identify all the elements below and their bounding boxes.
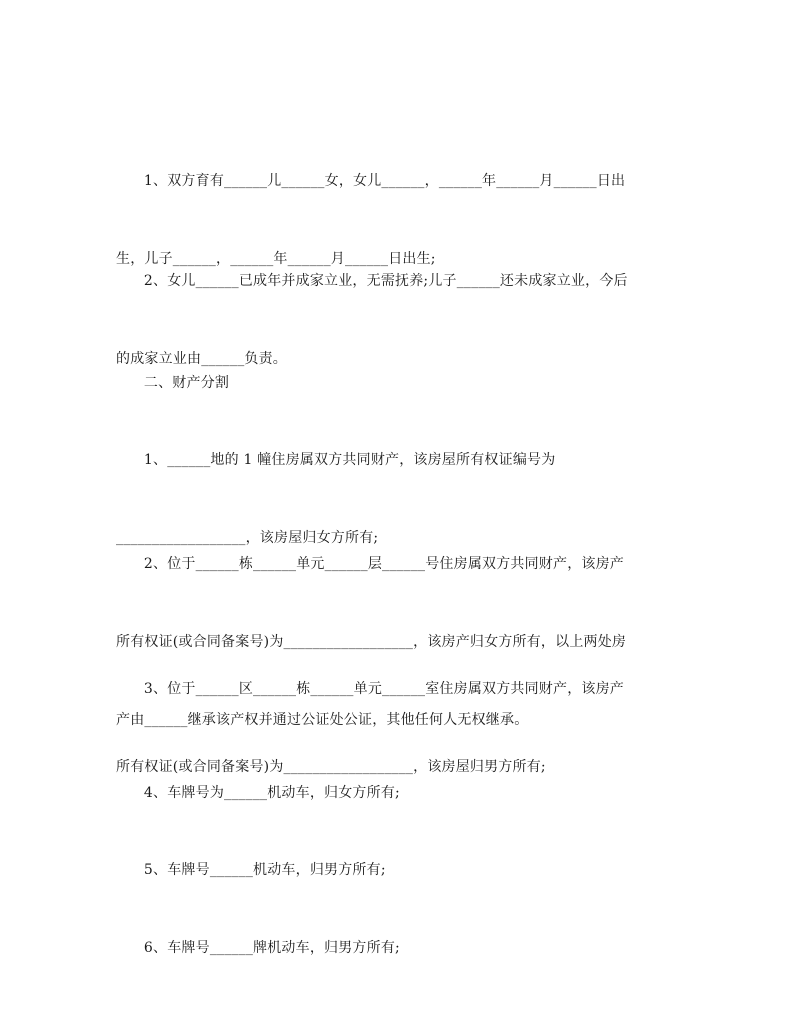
text-line: 所有权证(或合同备案号)为__________________，该房产归女方所有，以上两处房 bbox=[116, 634, 627, 650]
text-line: 1、双方育有______儿______女，女儿______，______年______月______日出 bbox=[116, 173, 626, 189]
text-line: 4、车牌号为______机动车，归女方所有; bbox=[116, 785, 400, 801]
text-line: 6、车牌号______牌机动车，归男方所有; bbox=[116, 940, 400, 956]
text-line: 所有权证(或合同备案号)为__________________，该房屋归男方所有; bbox=[116, 759, 546, 775]
text-line: __________________，该房屋归女方所有; bbox=[116, 530, 379, 546]
text-line: 2、位于______栋______单元______层______号住房属双方共同财产，该房产 bbox=[116, 556, 625, 572]
text-line: 产由______继承该产权并通过公证处公证，其他任何人无权继承。 bbox=[116, 712, 529, 728]
text-line: 2、女儿______已成年并成家立业，无需抚养;儿子______还未成家立业，今后 bbox=[116, 273, 628, 289]
text-line: 二、财产分割 bbox=[116, 375, 230, 391]
text-line: 5、车牌号______机动车，归男方所有; bbox=[116, 862, 386, 878]
text-line: 1、______地的 1 幢住房属双方共同财产，该房屋所有权证编号为 bbox=[116, 452, 556, 468]
text-line: 生，儿子______，______年______月______日出生; bbox=[116, 251, 436, 267]
paragraph-vehicle-6 bbox=[116, 883, 682, 1013]
text-line: 3、位于______区______栋______单元______室住房属双方共同财产，该房产 bbox=[116, 681, 625, 697]
text-line: 的成家立业由______负责。 bbox=[116, 351, 287, 367]
